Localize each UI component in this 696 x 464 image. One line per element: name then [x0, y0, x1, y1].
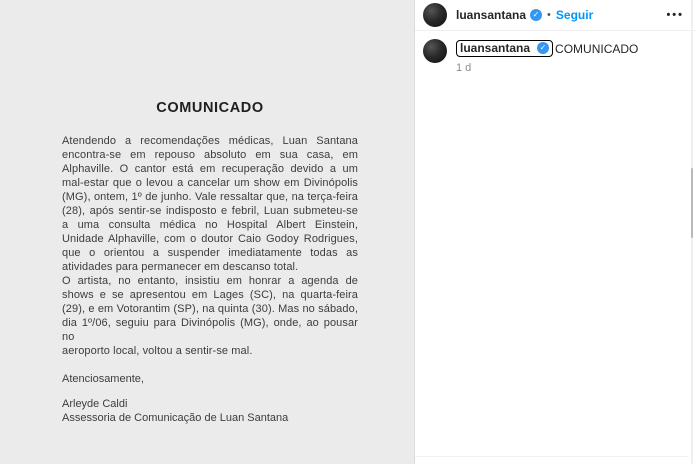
- verified-badge-icon: ✓: [530, 9, 542, 21]
- document-line: dia 1º/06, seguiu para Divinópolis (MG), onde, ao pousar no: [62, 317, 358, 343]
- document-line: aeroporto local, voltou a sentir-se mal.: [62, 345, 253, 357]
- signature-role: Assessoria de Comunicação de Luan Santana: [62, 412, 289, 424]
- document-line: Alphaville. O cantor está em recuperação devido a um: [62, 163, 358, 175]
- document-closing: Atenciosamente,: [62, 373, 144, 385]
- header-separator: •: [547, 9, 551, 21]
- document-line: O artista, no entanto, insistiu em honrar a agenda de: [62, 275, 358, 287]
- comment-timestamp: 1 d: [456, 62, 472, 74]
- panel-divider: [415, 456, 689, 457]
- more-options-icon[interactable]: •••: [666, 8, 684, 21]
- document-line: shows e se apresentou em Lages (SC), na quarta-feira: [62, 289, 358, 301]
- post-header: [415, 0, 696, 31]
- document-line: Unidade Alphaville, com o doutor Caio Godoy Rodrigues,: [62, 233, 358, 245]
- caption-text: COMUNICADO: [555, 41, 639, 56]
- post-side-panel: [414, 0, 696, 464]
- document-line: (28), após sentir-se indisposto e febril, Luan submeteu-se: [62, 205, 358, 217]
- document-line: que o orientou a suspender imediatamente todas as: [62, 247, 358, 259]
- follow-button[interactable]: Seguir: [555, 8, 594, 22]
- comment-line: [456, 40, 638, 57]
- commenter-avatar[interactable]: [423, 39, 447, 63]
- document-body: [62, 134, 358, 358]
- signature-name: Arleyde Caldi: [62, 398, 128, 410]
- document-line: atividades para permanecer em descanso total.: [62, 261, 299, 273]
- document-line: mal-estar que o levou a cancelar um show em Divinópolis: [62, 177, 358, 189]
- commenter-username: luansantana: [460, 41, 531, 55]
- document-signature: [62, 397, 358, 425]
- caption-comment-row: [415, 31, 696, 74]
- scrollbar-thumb[interactable]: [691, 168, 693, 238]
- verified-badge-icon: ✓: [537, 42, 549, 54]
- author-username-link[interactable]: luansantana: [456, 8, 527, 22]
- comment-body: [456, 39, 638, 74]
- document-title: COMUNICADO: [156, 100, 264, 116]
- communique-document: [62, 100, 358, 425]
- author-avatar[interactable]: [423, 3, 447, 27]
- commenter-username-link[interactable]: [456, 40, 553, 57]
- document-line: encontra-se em repouso absoluto em sua casa, em: [62, 149, 358, 161]
- document-line: Atendendo a recomendações médicas, Luan Santana: [62, 135, 358, 147]
- document-line: (29), e em Votorantim (SP), na quinta (30). Mas no sábado,: [62, 303, 358, 315]
- document-line: a uma consulta médica no Hospital Albert Einstein,: [62, 219, 358, 231]
- document-line: (MG), ontem, 1º de junho. Vale ressaltar que, na terça-feira: [62, 191, 358, 203]
